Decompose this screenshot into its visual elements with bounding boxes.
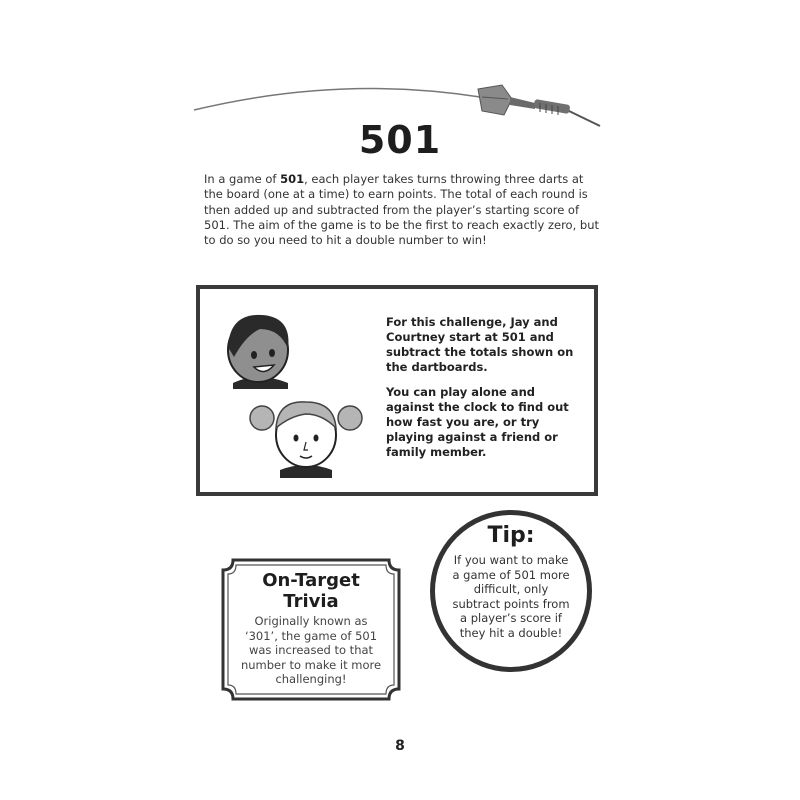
challenge-text [386,315,586,470]
girl-face-icon [250,402,362,478]
tip-circle [430,510,592,672]
trivia-body: Originally known as ‘301’, the game of 501 was increased to that number to make it more challenging! [240,614,382,687]
intro-paragraph: In a game of 501, each player takes turns throwing three darts at the board (one at a time) to earn points. The total of each round is then added up and subtracted from the player’s starting score of 501. The aim of the game is to be the first to reach exactly zero, but to do so you need to hit a double number to win! [204,172,599,248]
page-number: 8 [395,738,405,754]
boy-face-icon [228,315,288,389]
tip-body: If you want to make a game of 501 more difficult, only subtract points from a player’s score if they hit a double! [452,553,570,640]
tip-title: Tip: [487,523,535,548]
challenge-paragraph-2: You can play alone and against the clock to find out how fast you are, or try playing against a friend or family member. [386,385,569,459]
trivia-title: On-Target Trivia [262,570,360,612]
page-title: 501 [358,118,442,162]
challenge-box [196,285,598,496]
intro-bold-501: 501 [280,172,305,186]
trivia-box [221,558,401,701]
kids-illustration [218,305,368,485]
challenge-paragraph-1: For this challenge, Jay and Courtney start at 501 and subtract the totals shown on the dartboards. [386,315,574,374]
